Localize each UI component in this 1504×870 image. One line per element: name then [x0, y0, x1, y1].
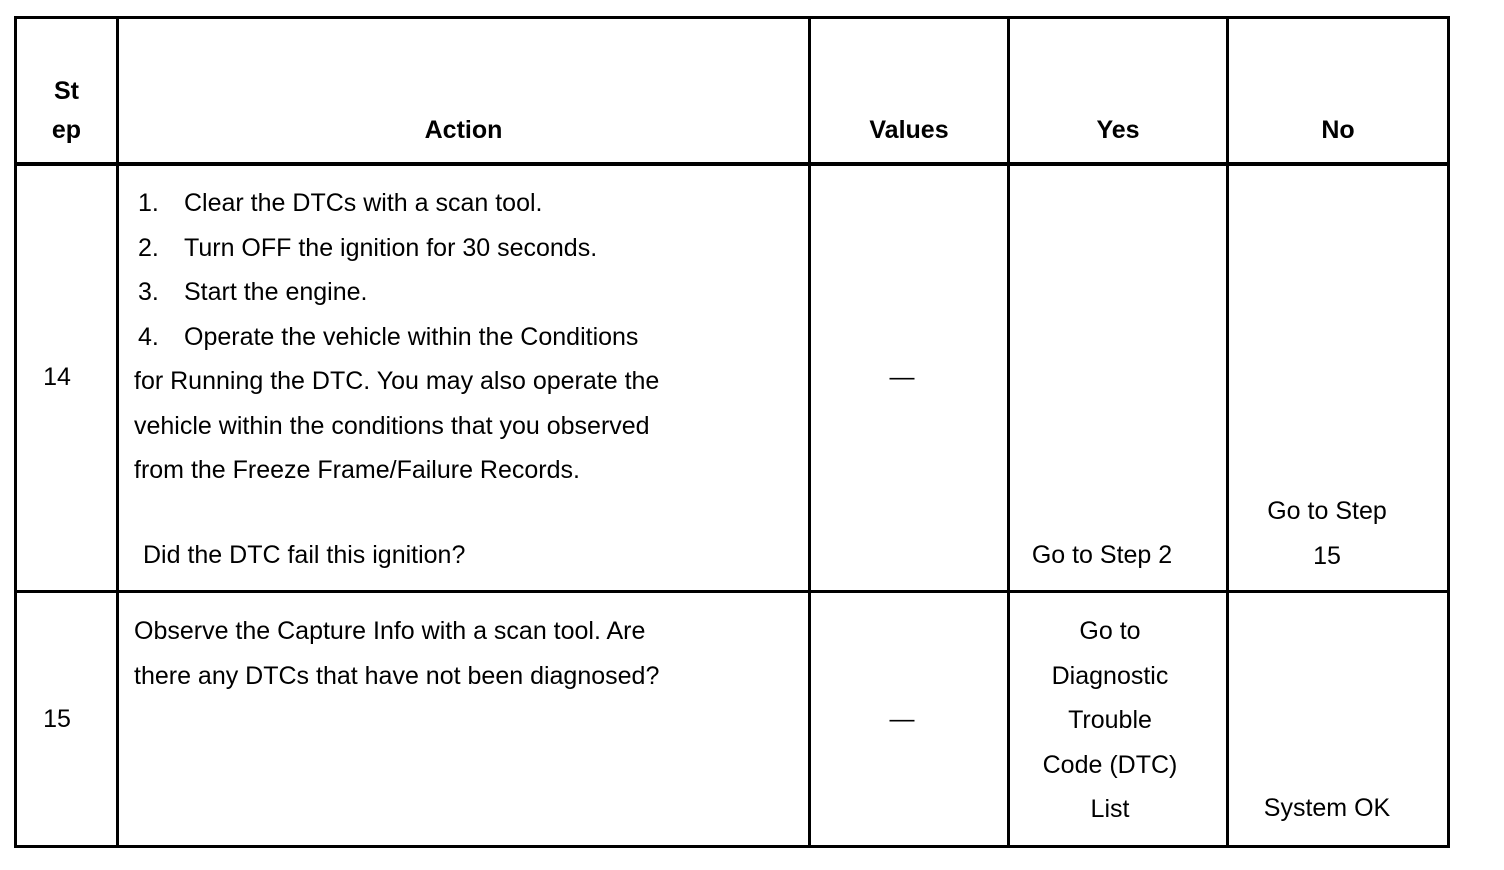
yes-result [1010, 609, 1210, 832]
no-result: System OK [1263, 794, 1391, 822]
action-text-line: from the Freeze Frame/Failure Records. [134, 456, 580, 484]
list-item: 3. Start the engine. [138, 278, 368, 306]
table-top-border [14, 16, 1450, 19]
header-action: Action [424, 116, 503, 144]
values-dash: — [889, 363, 915, 391]
header-yes: Yes [1096, 116, 1140, 144]
row-action-instructions [134, 609, 804, 698]
action-text-line: for Running the DTC. You may also operate the [134, 367, 660, 395]
header-no: No [1321, 116, 1355, 144]
header-bottom-border [14, 162, 1450, 166]
no-result-line: Go to Step [1267, 497, 1387, 525]
action-text-line: vehicle within the conditions that you observed [134, 411, 650, 440]
action-text-line: Observe the Capture Info with a scan tool. Are [134, 617, 646, 645]
table-bottom-border [14, 845, 1450, 848]
action-text-line: there any DTCs that have not been diagnosed? [134, 661, 660, 690]
header-step-line2: ep [51, 116, 82, 144]
table-row-step-number: 15 [43, 705, 71, 733]
header-values: Values [869, 116, 949, 144]
diagnostic-table [14, 16, 1450, 848]
header-step [17, 72, 116, 150]
yes-result: Go to Step 2 [1031, 541, 1173, 569]
list-item: 1. Clear the DTCs with a scan tool. [138, 189, 543, 217]
no-result [1229, 489, 1425, 578]
table-right-border [1447, 16, 1450, 848]
row-divider [14, 590, 1450, 593]
yes-result-line: Code (DTC) [1042, 750, 1178, 779]
row-action-instructions [134, 181, 804, 493]
no-result-line: 15 [1313, 541, 1341, 570]
yes-result-line: List [1090, 795, 1130, 823]
yes-result-line: Go to [1079, 617, 1141, 645]
yes-result-line: Trouble [1068, 706, 1152, 734]
yes-result-line: Diagnostic [1051, 661, 1169, 690]
values-dash: — [889, 705, 915, 733]
list-item: 4. Operate the vehicle within the Conditions [138, 322, 639, 351]
header-step-line1: St [54, 77, 79, 105]
list-item: 2. Turn OFF the ignition for 30 seconds. [138, 233, 598, 262]
table-row-step-number: 14 [43, 363, 71, 391]
action-question: Did the DTC fail this ignition? [143, 541, 466, 569]
